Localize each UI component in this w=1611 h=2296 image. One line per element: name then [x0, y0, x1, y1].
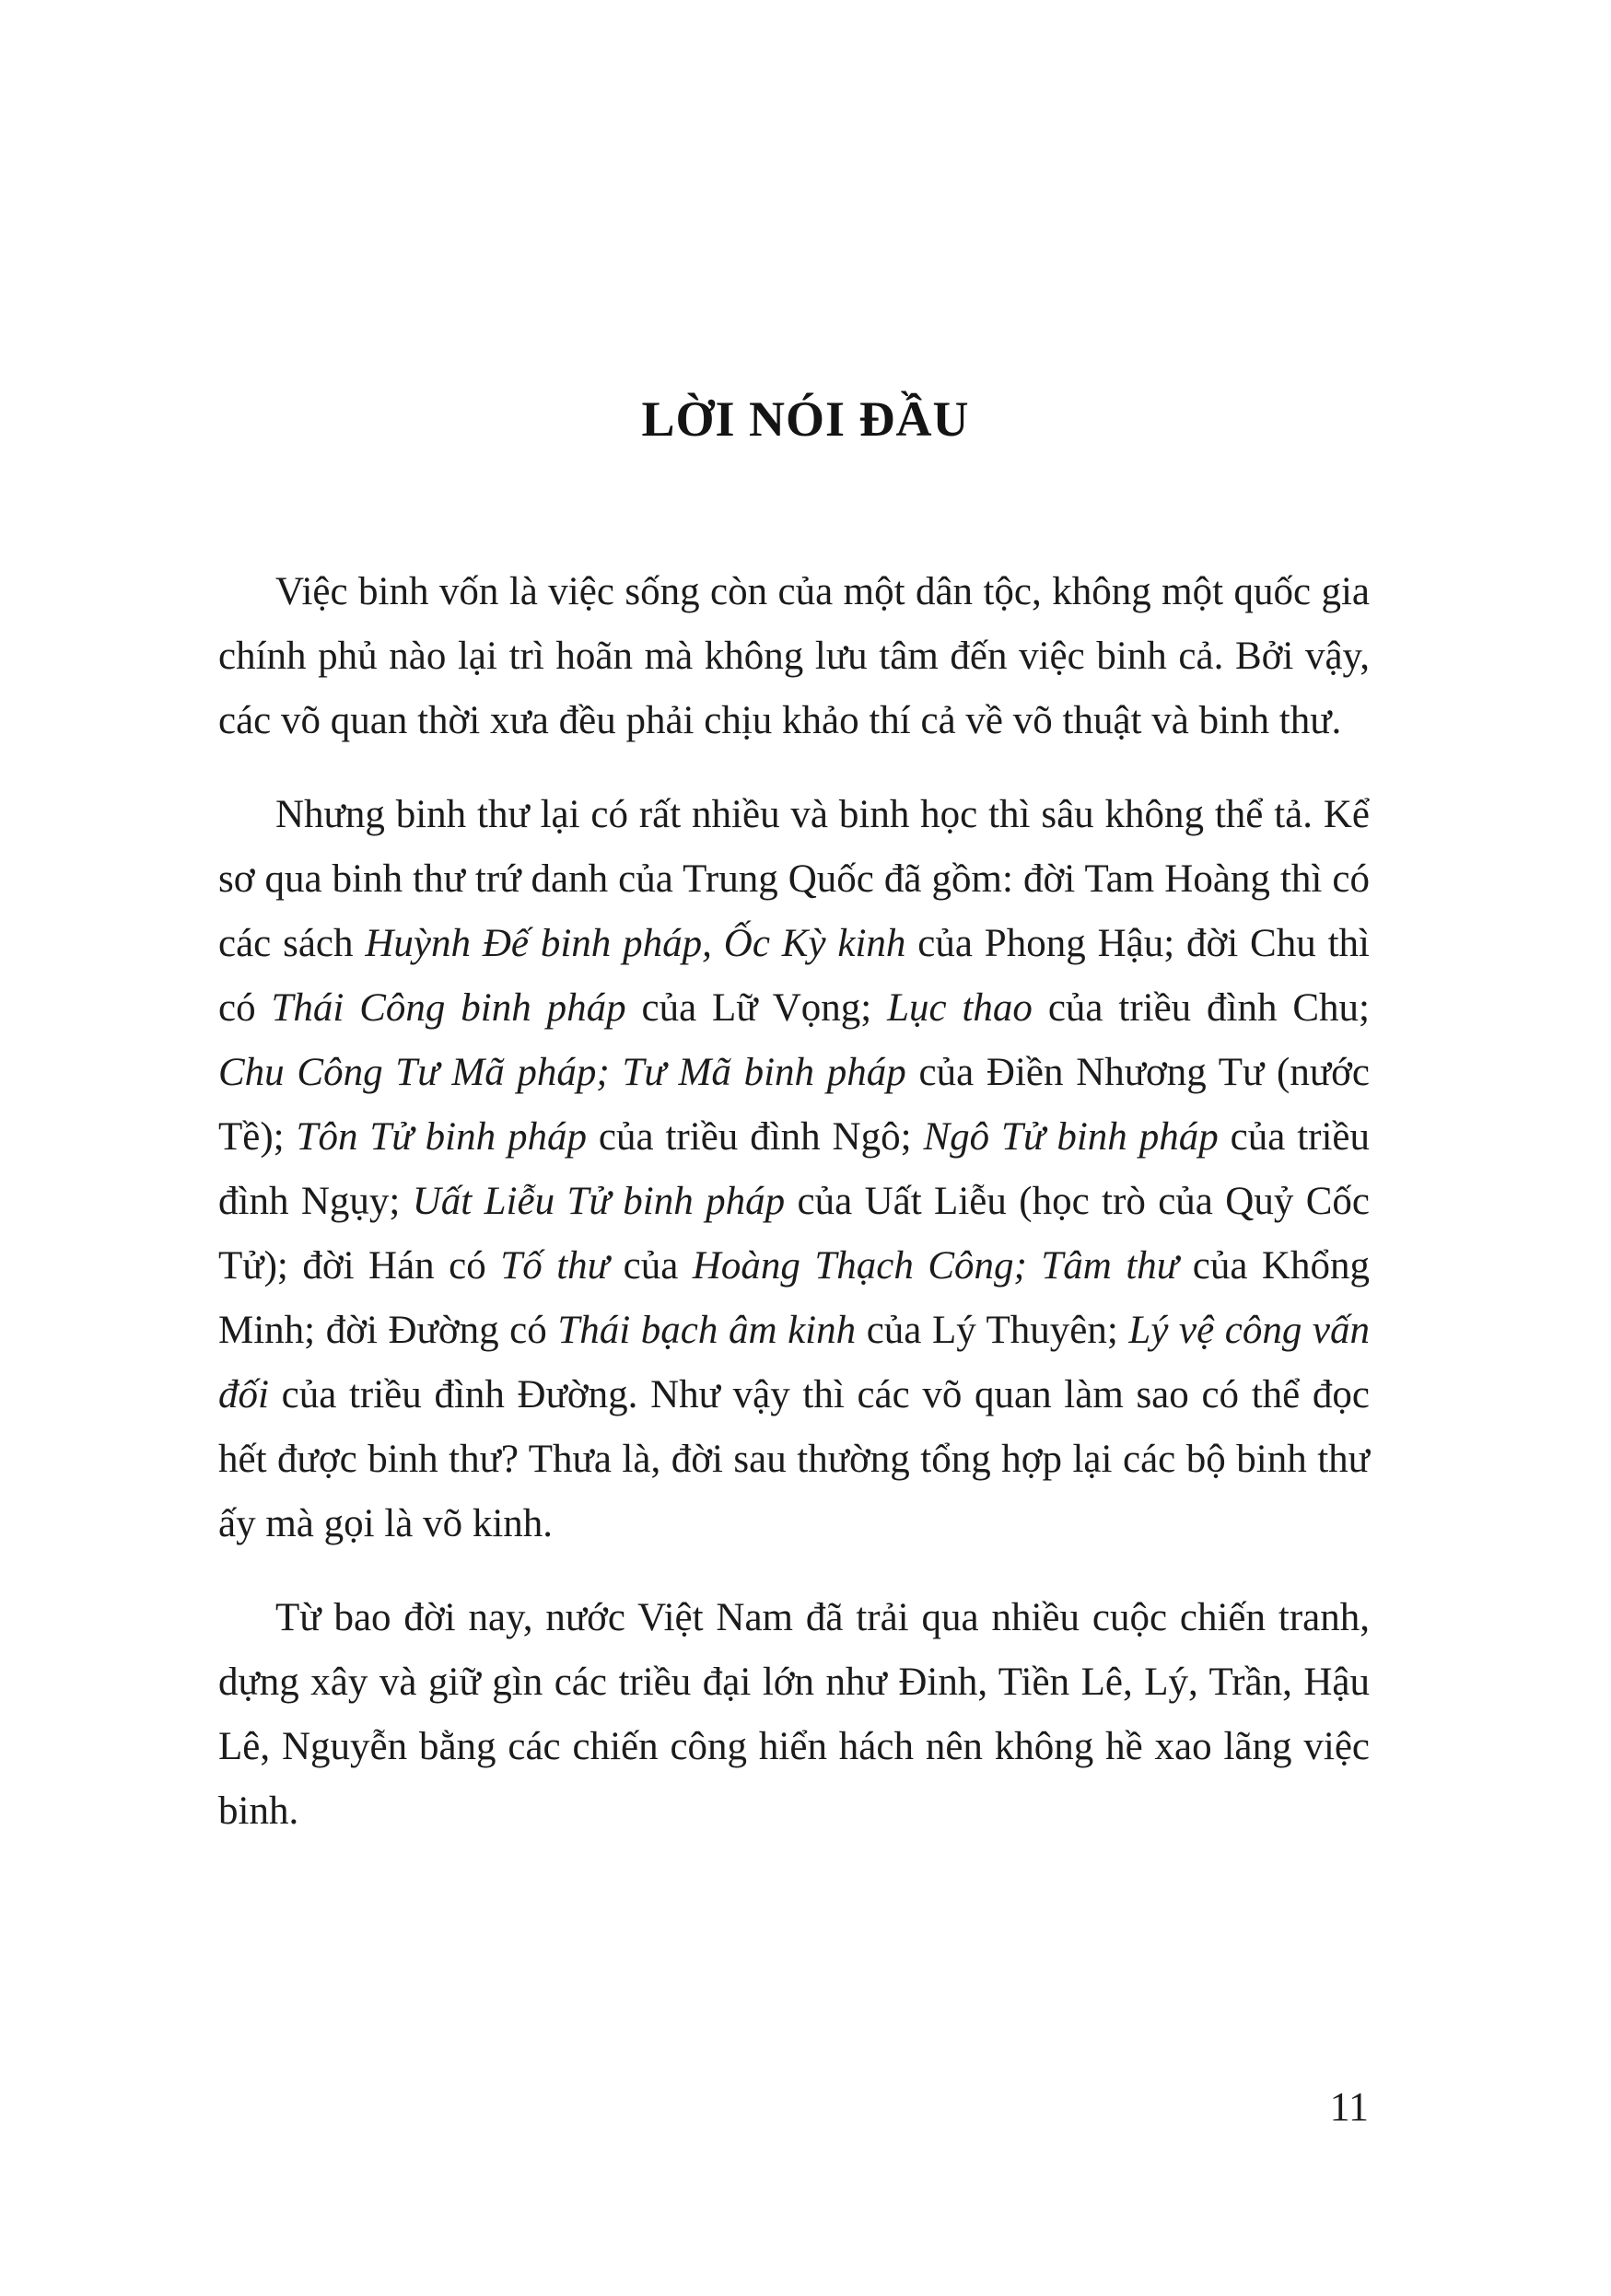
- body-text-segment: Nhưng binh thư lại có rất nhiều và binh học thì sâu không thể tả. Kể sơ qua binh thư trứ danh của Trung Quốc đã gồm: đời Tam Hoàng thì có các sách: [218, 793, 1370, 965]
- book-title-text: Tố thư: [500, 1244, 610, 1288]
- book-title-text: Lục thao: [887, 986, 1033, 1030]
- body-text-segment: của Phong Hậu; đời Chu thì có: [218, 922, 1370, 1030]
- page-number: 11: [1329, 2084, 1369, 2129]
- body-text-segment: của Lữ Vọng;: [625, 986, 888, 1030]
- book-title-text: Ngô Tử binh pháp: [923, 1115, 1219, 1159]
- body-text-segment: của triều đình Đường. Như vậy thì các võ quan làm sao có thể đọc hết được binh thư? Thưa là, đời sau thường tổng hợp lại các bộ binh thư ấy mà gọi là võ kinh.: [218, 1373, 1370, 1545]
- paragraph: [218, 783, 1370, 1556]
- body-text-segment: Việc binh vốn là việc sống còn của một dân tộc, không một quốc gia chính phủ nào lại trì hoãn mà không lưu tâm đến việc binh cả. Bởi vậy, các võ quan thời xưa đều phải chịu khảo thí cả về võ thuật và binh thư.: [218, 570, 1370, 742]
- body-text-segment: của triều đình Ngô;: [587, 1115, 924, 1159]
- book-title-text: Tôn Tử binh pháp: [296, 1115, 587, 1159]
- book-title-text: Huỳnh Đế binh pháp, Ốc Kỳ kinh: [365, 922, 906, 965]
- body-text-segment: của triều đình Chu;: [1032, 986, 1371, 1030]
- body-text-segment: của: [609, 1244, 693, 1288]
- body-paragraphs: [218, 560, 1370, 1873]
- paragraph: [218, 1586, 1370, 1844]
- body-text-segment: Từ bao đời nay, nước Việt Nam đã trải qua nhiều cuộc chiến tranh, dựng xây và giữ gìn các triều đại lớn như Đinh, Tiền Lê, Lý, Trần, Hậu Lê, Nguyễn bằng các chiến công hiển hách nên không hề xao lãng việc binh.: [218, 1596, 1370, 1833]
- body-text-segment: của Điền Nhương Tư (nước Tề);: [218, 1051, 1370, 1159]
- body-text-segment: của Lý Thuyên;: [856, 1309, 1129, 1352]
- book-title-text: Uất Liễu Tử binh pháp: [412, 1180, 786, 1223]
- book-title-text: Hoàng Thạch Công; Tâm thư: [692, 1244, 1179, 1288]
- page-title: LỜI NÓI ĐẦU: [641, 391, 970, 447]
- book-title-text: Lý vệ công vấn đối: [218, 1309, 1370, 1416]
- body-text-segment: của Uất Liễu (học trò của Quỷ Cốc Tử); đời Hán có: [218, 1180, 1371, 1288]
- body-text-segment: của triều đình Ngụy;: [218, 1115, 1370, 1223]
- paragraph: [218, 560, 1370, 753]
- book-title-text: Thái Công binh pháp: [271, 986, 626, 1030]
- body-text-segment: của Khổng Minh; đời Đường có: [218, 1244, 1370, 1352]
- book-title-text: Thái bạch âm kinh: [557, 1309, 857, 1352]
- book-title-text: Chu Công Tư Mã pháp; Tư Mã binh pháp: [218, 1051, 906, 1094]
